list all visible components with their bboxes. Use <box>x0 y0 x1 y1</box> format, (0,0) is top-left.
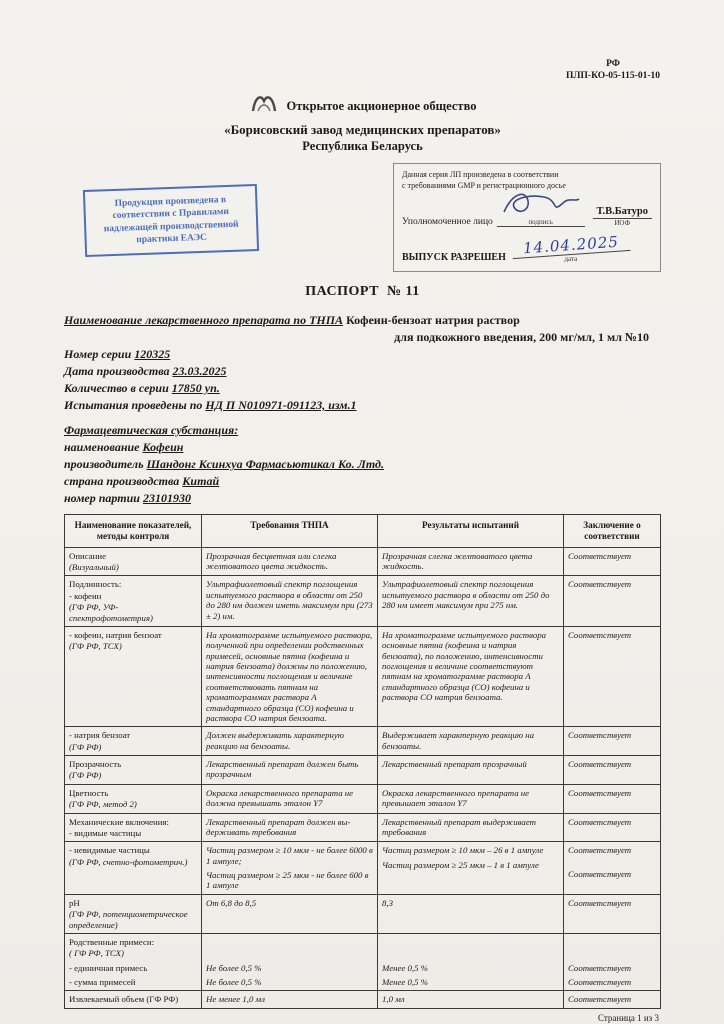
table-row <box>65 547 660 576</box>
cell-result <box>377 962 563 976</box>
series-note-line: с требованиями GMP и регистрационного досье <box>402 180 566 190</box>
results-table <box>64 514 661 1009</box>
page-number: Страница 1 из 3 <box>598 1012 659 1023</box>
cell-requirement <box>201 814 377 842</box>
date-caption: дата <box>564 254 578 263</box>
org-country: Республика Беларусь <box>302 139 423 154</box>
cell-result <box>377 814 563 842</box>
cell-result-text: Ультрафиолетовый спектр поглощения испытуемого раствора в области от 250 до 280 нм имеет максимум при 275 нм. <box>382 579 550 611</box>
cell-conclusion <box>563 962 660 976</box>
cell-requirement-text: Ультрафиолетовый спектр поглощения испытуемого раствора в области от 250 до 280 нм должен иметь максимум при (273 ± 2) нм. <box>206 579 373 621</box>
authorized-person-name: Т.В.Батуро <box>593 206 653 219</box>
results-table-body <box>65 547 660 1008</box>
cell-result-text: Прозрачная слегка желтоватого цвета жидкость. <box>382 550 533 572</box>
table-row <box>65 894 660 933</box>
release-date-area <box>512 232 630 263</box>
cell-conclusion <box>563 842 660 894</box>
cell-parameter-text: - сумма примесей <box>69 977 136 988</box>
cell-result-text: Частиц размером ≥ 10 мкм – 26 в 1 ампуле <box>382 845 544 856</box>
cell-parameter-text: Извлекаемый объем (ГФ РФ) <box>69 994 179 1005</box>
org-name: «Борисовский завод медицинских препаратов» <box>224 121 501 137</box>
cell-parameter <box>65 962 201 976</box>
cell-conclusion-text: Соответствует <box>568 845 632 856</box>
cell-parameter <box>65 976 201 990</box>
cell-conclusion <box>563 976 660 990</box>
table-header-conclusion: Заключение о соответствии <box>563 515 660 547</box>
series-label: Номер серии <box>64 346 132 361</box>
cell-parameter-method: (ГФ РФ) <box>69 770 102 781</box>
ref-number: ПЛП-КО-05-115-01-10 <box>566 71 660 82</box>
cell-parameter-text: - невидимые частицы <box>69 845 150 856</box>
cell-conclusion <box>563 576 660 626</box>
authorized-person-label: Уполномоченное лицо <box>402 216 493 227</box>
cell-requirement-text: Должен выдерживать характерную реакцию на бензоаты. <box>206 730 344 751</box>
table-header-requirements: Требования ТНПА <box>201 515 377 547</box>
cell-result-text: Выдерживает характерную реакцию на бензоаты. <box>382 730 535 751</box>
cell-parameter-text: Механические включения: <box>69 816 169 827</box>
product-name-value-2: для подкожного введения, 200 мг/мл, 1 мл №10 <box>394 329 649 344</box>
cell-parameter-method: (ГФ РФ) <box>69 741 102 752</box>
cell-requirement-text: Не более 0,5 % <box>206 977 262 988</box>
cell-requirement <box>201 576 377 626</box>
cell-parameter-method: (ГФ РФ, УФ-спектрофотометрия) <box>69 602 153 623</box>
release-date-handwritten: 14.04.2025 <box>511 232 630 259</box>
cell-parameter-text: Родственные примеси: <box>69 936 155 947</box>
cell-parameter-text: Подлинность: <box>69 579 122 590</box>
cell-result-text: 1,0 мл <box>382 994 405 1005</box>
table-row <box>65 784 660 813</box>
cell-parameter <box>65 814 201 842</box>
cell-parameter-text: - кофеин, натрия бензоат <box>69 629 162 640</box>
cell-parameter <box>65 934 201 962</box>
series-note-line: Данная серия ЛП произведена в соответствии <box>402 170 559 180</box>
substance-manufacturer-value: Шандонг Ксинхуа Фармасьютикал Ко. Лтд. <box>146 456 384 471</box>
cell-conclusion-text: Соответствует <box>568 994 632 1005</box>
table-row <box>65 726 660 755</box>
cell-parameter-text: Прозрачность <box>69 759 122 770</box>
cell-parameter-text: - кофеин <box>69 590 102 601</box>
product-name-value: Кофеин-бензоат натрия раствор <box>346 312 520 327</box>
product-name-label: Наименование лекарственного препарата по ТНПА <box>64 312 344 327</box>
substance-manufacturer-label: производитель <box>64 456 144 471</box>
substance-title: Фармацевтическая субстанция: <box>64 422 239 437</box>
cell-conclusion <box>563 785 660 813</box>
cell-requirement <box>201 962 377 976</box>
cell-conclusion <box>563 991 660 1007</box>
cell-conclusion <box>563 727 660 755</box>
cell-conclusion <box>563 627 660 726</box>
cell-requirement-text: Частиц размером ≥ 10 мкм - не более 6000 в 1 ампуле; <box>206 845 373 866</box>
cell-parameter <box>65 991 201 1007</box>
table-header-parameter: Наименование показателей, методы контроля <box>74 519 192 541</box>
cell-parameter <box>65 627 201 726</box>
document-reference-code <box>566 58 660 83</box>
cell-requirement <box>201 976 377 990</box>
table-row <box>65 626 660 726</box>
cell-result <box>377 785 563 813</box>
table-row <box>65 813 660 842</box>
cell-result-text: На хроматограмме испытуемого раствора основные пятна (кофеина и натрия бензоата), по положению, интенсивности поглощения и величине соответствуют пятнам на хроматограмме раствора А стандартного образца (СО) кофеина и раствора СО натрия бензоата. <box>382 629 547 703</box>
cell-conclusion <box>563 548 660 576</box>
cell-result <box>377 548 563 576</box>
stamp-line: надлежащей производственной <box>103 219 239 235</box>
cell-result-text: 8,3 <box>382 897 393 908</box>
cell-requirement-text: От 6,8 до 8,5 <box>206 897 257 908</box>
cell-result-text: Частиц размером ≥ 25 мкм – 1 в 1 ампуле <box>382 859 539 870</box>
table-row <box>65 990 660 1007</box>
table-row <box>65 575 660 626</box>
person-caption: ИОФ <box>614 218 631 227</box>
cell-parameter-text: Описание <box>69 550 107 561</box>
quantity-value: 17850 уп. <box>171 380 220 395</box>
cell-result <box>377 727 563 755</box>
cell-result-text: Лекарственный препарат прозрачный <box>382 759 527 770</box>
table-header-results: Результаты испытаний <box>377 515 563 547</box>
cell-result <box>377 895 563 933</box>
cell-parameter <box>65 756 201 784</box>
tests-label: Испытания проведены по <box>64 397 203 412</box>
substance-country-label: страна производства <box>64 473 180 488</box>
production-date-label: Дата производства <box>64 363 170 378</box>
cell-requirement-text: На хроматограмме испытуемого раствора, полученной при определении родственных примесей, основные пятна (кофеина и натрия бензоата) должны по положению, интенсивности поглощения и величине соответствовать пятнам на хроматограммах раствора А стандартного образца (СО) кофеина и раствора СО натрия бензоата. <box>206 629 373 723</box>
cell-conclusion-text: Соответствует <box>568 759 632 770</box>
cell-parameter-method: (Визуальный) <box>69 562 119 573</box>
cell-result-text: Окраска лекарственного препарата не превышает эталон Y7 <box>382 787 530 809</box>
cell-requirement-text: Не более 0,5 % <box>206 962 262 973</box>
cell-requirement <box>201 785 377 813</box>
signature-area <box>497 198 585 227</box>
cell-conclusion-text: Соответствует <box>568 629 632 640</box>
cell-parameter <box>65 842 201 894</box>
cell-requirement-text: Прозрачная бесцветная или слегка желтоватого цвета жидкость. <box>206 550 337 572</box>
cell-requirement <box>201 727 377 755</box>
company-logo-icon <box>249 92 279 121</box>
table-row <box>65 841 660 894</box>
signature-icon <box>499 188 583 218</box>
cell-result-text: Менее 0,5 % <box>382 977 429 988</box>
cell-result-text: Лекарственный препарат выдерживает требования <box>382 816 536 837</box>
signature-caption: подпись <box>528 217 553 226</box>
tests-value: НД П N010971-091123, изм.1 <box>205 397 357 412</box>
substance-country-value: Китай <box>182 473 220 488</box>
cell-parameter-text: - единичная примесь <box>69 962 148 973</box>
cell-requirement-text: Лекарственный препарат должен вы-держивать требования <box>206 816 351 837</box>
substance-name-label: наименование <box>64 439 140 454</box>
release-approved-label: ВЫПУСК РАЗРЕШЕН <box>402 251 506 263</box>
ref-country: РФ <box>606 59 620 69</box>
cell-parameter-text: - натрия бензоат <box>69 730 131 741</box>
series-value: 120325 <box>134 346 171 361</box>
cell-requirement <box>201 548 377 576</box>
cell-requirement <box>201 895 377 933</box>
document-title: ПАСПОРТ № 11 <box>305 283 420 299</box>
cell-parameter <box>65 548 201 576</box>
table-row <box>65 962 660 976</box>
cell-conclusion-text: Соответствует <box>568 977 632 988</box>
stamp-line: Продукция произведена в <box>114 195 227 209</box>
cell-conclusion-text: Соответствует <box>568 550 632 561</box>
org-type: Открытое акционерное общество <box>286 98 477 113</box>
cell-conclusion-text: Соответствует <box>568 730 632 741</box>
cell-conclusion-text: Соответствует <box>568 868 632 879</box>
cell-parameter-text: Цветность <box>69 787 109 798</box>
substance-name-value: Кофеин <box>142 439 184 454</box>
cell-conclusion-text: Соответствует <box>568 816 632 827</box>
cell-parameter-method: (ГФ РФ, ТСХ) <box>69 641 122 652</box>
cell-parameter <box>65 576 201 626</box>
cell-conclusion-text: Соответствует <box>568 787 632 798</box>
cell-conclusion-text: Соответствует <box>568 962 632 973</box>
table-header-row <box>65 515 660 547</box>
cell-result <box>377 934 563 962</box>
cell-requirement <box>201 756 377 784</box>
stamp-line: соответствии с Правилами <box>112 207 230 222</box>
table-row <box>65 933 660 962</box>
cell-conclusion <box>563 814 660 842</box>
cell-requirement <box>201 842 377 894</box>
production-date-value: 23.03.2025 <box>172 363 227 378</box>
cell-requirement-text: Не менее 1,0 мл <box>206 994 265 1005</box>
cell-result <box>377 756 563 784</box>
cell-result <box>377 976 563 990</box>
authorized-person <box>593 206 653 227</box>
gmp-compliance-stamp <box>83 184 259 257</box>
cell-result <box>377 627 563 726</box>
quantity-label: Количество в серии <box>64 380 169 395</box>
cell-parameter-method: (ГФ РФ, счетно-фотометрич.) <box>69 856 188 867</box>
table-row <box>65 976 660 990</box>
cell-conclusion <box>563 756 660 784</box>
substance-batch-value: 23101930 <box>142 490 191 505</box>
cell-result <box>377 576 563 626</box>
cell-conclusion <box>563 895 660 933</box>
cell-requirement <box>201 627 377 726</box>
company-header <box>64 92 661 155</box>
cell-parameter-method: (ГФ РФ, метод 2) <box>69 799 137 810</box>
table-row <box>65 755 660 784</box>
cell-result <box>377 842 563 894</box>
cell-parameter <box>65 785 201 813</box>
cell-parameter-text: рН <box>69 897 80 908</box>
release-authorization-block <box>393 163 661 272</box>
cell-parameter-text: - видимые частицы <box>69 827 142 838</box>
product-info-block <box>64 312 661 507</box>
cell-parameter <box>65 895 201 933</box>
cell-conclusion-text: Соответствует <box>568 897 632 908</box>
cell-result <box>377 991 563 1007</box>
cell-parameter-method: (ГФ РФ, потенциометрическое определение) <box>69 909 188 930</box>
cell-conclusion <box>563 934 660 962</box>
cell-result-text: Менее 0,5 % <box>382 962 429 973</box>
substance-batch-label: номер партии <box>64 490 140 505</box>
cell-requirement-text: Окраска лекарственного препарата не должна превышать эталон Y7 <box>206 787 354 809</box>
cell-requirement <box>201 934 377 962</box>
cell-requirement-text: Частиц размером ≥ 25 мкм - не более 600 в 1 ампуле <box>206 870 369 891</box>
cell-conclusion-text: Соответствует <box>568 579 632 590</box>
cell-parameter-method: ( ГФ РФ, ТСХ) <box>69 948 124 959</box>
stamp-line: практики ЕАЭС <box>136 232 208 246</box>
cell-requirement-text: Лекарственный препарат должен быть прозрачным <box>206 759 359 780</box>
cell-requirement <box>201 991 377 1007</box>
cell-parameter <box>65 727 201 755</box>
